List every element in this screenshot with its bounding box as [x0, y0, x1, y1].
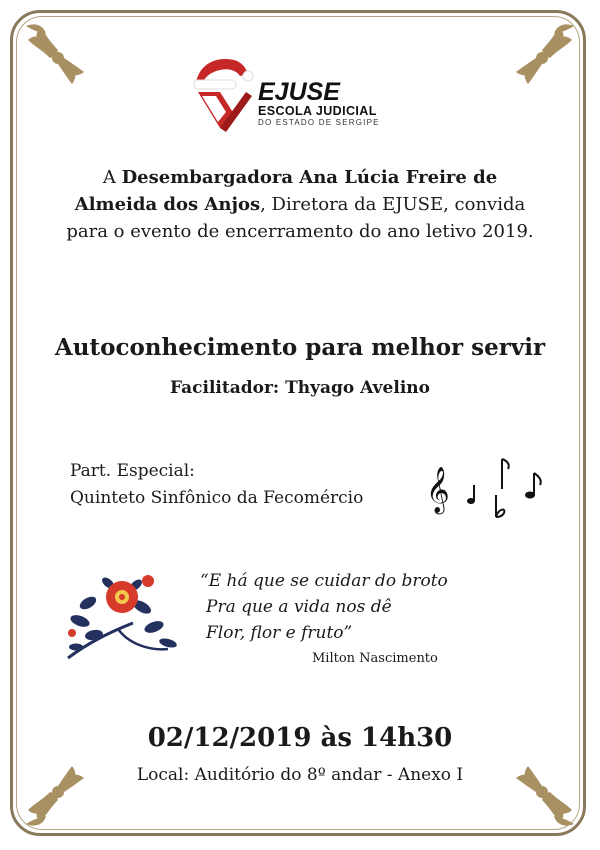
quote-author: Milton Nascimento — [312, 651, 438, 666]
quote-line-1: “E há que se cuidar do broto — [200, 571, 448, 591]
flower-illustration — [58, 563, 188, 668]
intro-prefix: A — [102, 167, 122, 188]
event-title: Autoconhecimento para melhor servir — [54, 334, 546, 361]
special-label: Part. Especial: — [70, 461, 195, 481]
corner-ornament-bottom-right — [502, 752, 582, 832]
logo-subtitle: DO ESTADO DE SERGIPE — [258, 118, 380, 127]
event-location: Local: Auditório do 8º andar - Anexo I — [136, 765, 464, 785]
corner-ornament-bottom-left — [18, 752, 98, 832]
event-datetime: 02/12/2019 às 14h30 — [147, 723, 453, 753]
quote — [200, 568, 448, 646]
inner-frame — [16, 16, 580, 830]
quote-line-2: Pra que a vida nos dê — [206, 597, 392, 617]
logo-name: ESCOLA JUDICIAL — [258, 104, 377, 118]
facilitator: Facilitador: Thyago Avelino — [170, 378, 430, 398]
corner-ornament-top-right — [502, 18, 582, 98]
corner-ornament-top-left — [18, 18, 98, 98]
logo-brand: EJUSE — [258, 78, 340, 106]
special-participation — [70, 458, 363, 512]
special-performer: Quinteto Sinfônico da Fecomércio — [70, 488, 364, 508]
svg-text:𝄞: 𝄞 — [426, 467, 450, 513]
logo-emblem-santa-hat-icon — [190, 52, 260, 132]
ejuse-logo — [190, 52, 410, 132]
music-notes-icon — [426, 455, 556, 525]
host-name: Desembargadora Ana Lúcia Freire de Almeida dos Anjos — [74, 167, 498, 215]
quote-line-3: Flor, flor e fruto” — [206, 623, 353, 643]
intro-rest: , Diretora da EJUSE, convida para o evento de encerramento do ano letivo 2019. — [66, 194, 534, 242]
invitation-text — [60, 164, 540, 245]
